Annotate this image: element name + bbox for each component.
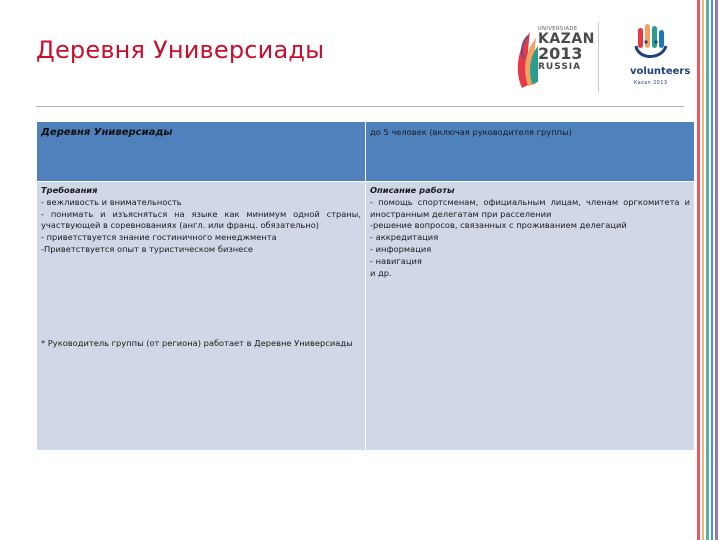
- universiade-wordmark: [538, 26, 595, 72]
- volunteers-subtext: Kazan 2013: [634, 80, 668, 86]
- job-description-cell: [366, 182, 695, 451]
- table-body-row: [37, 182, 695, 451]
- universiade-label: UNIVERSIADE: [538, 26, 578, 32]
- duty-item: - информация: [370, 243, 432, 254]
- requirement-item: - вежливость и внимательность: [41, 196, 182, 207]
- logo-divider: [598, 22, 599, 92]
- volunteers-wordmark: volunteers: [630, 66, 691, 77]
- duty-item: - навигация: [370, 255, 422, 266]
- universiade-country: RUSSIA: [538, 62, 582, 72]
- requirements-cell: [37, 182, 366, 451]
- requirement-item: - приветствуется знание гостиничного менеджмента: [41, 232, 277, 243]
- job-description-heading: Описание работы: [370, 185, 455, 195]
- logo-area: [508, 18, 693, 98]
- duty-item: - аккредитация: [370, 232, 439, 243]
- duty-item: -решение вопросов, связанных с проживанием делегаций: [370, 220, 627, 231]
- requirements-heading: Требования: [41, 185, 98, 195]
- group-leader-footnote: * Руководитель группы (от региона) работает в Деревне Универсиады: [41, 337, 353, 348]
- slide-title: Деревня Универсиады: [36, 36, 325, 64]
- header-left-cell: Деревня Универсиады: [37, 122, 366, 182]
- cell-spacer: [41, 256, 361, 338]
- decorative-side-strip: [695, 0, 720, 540]
- duty-item: - помощь спортсменам, официальным лицам, членам оргкомитета и иностранным делегатам при расселении: [370, 196, 690, 219]
- requirement-item: -Приветствуется опыт в туристическом бизнесе: [41, 243, 253, 254]
- header-right-cell: до 5 человек (включая руководителя группы): [366, 122, 695, 182]
- universiade-city: KAZAN: [538, 31, 595, 47]
- requirement-item: - понимать и изъясняться на языке как минимум одной страны, участвующей в соревнованиях (англ. или франц. обязательно): [41, 208, 361, 231]
- duty-item: и др.: [370, 267, 392, 278]
- table-header-row: [37, 122, 695, 182]
- universiade-year: 2013: [538, 44, 583, 63]
- info-table: [36, 121, 695, 451]
- volunteers-hand-icon: [616, 20, 696, 100]
- title-divider: [36, 106, 684, 107]
